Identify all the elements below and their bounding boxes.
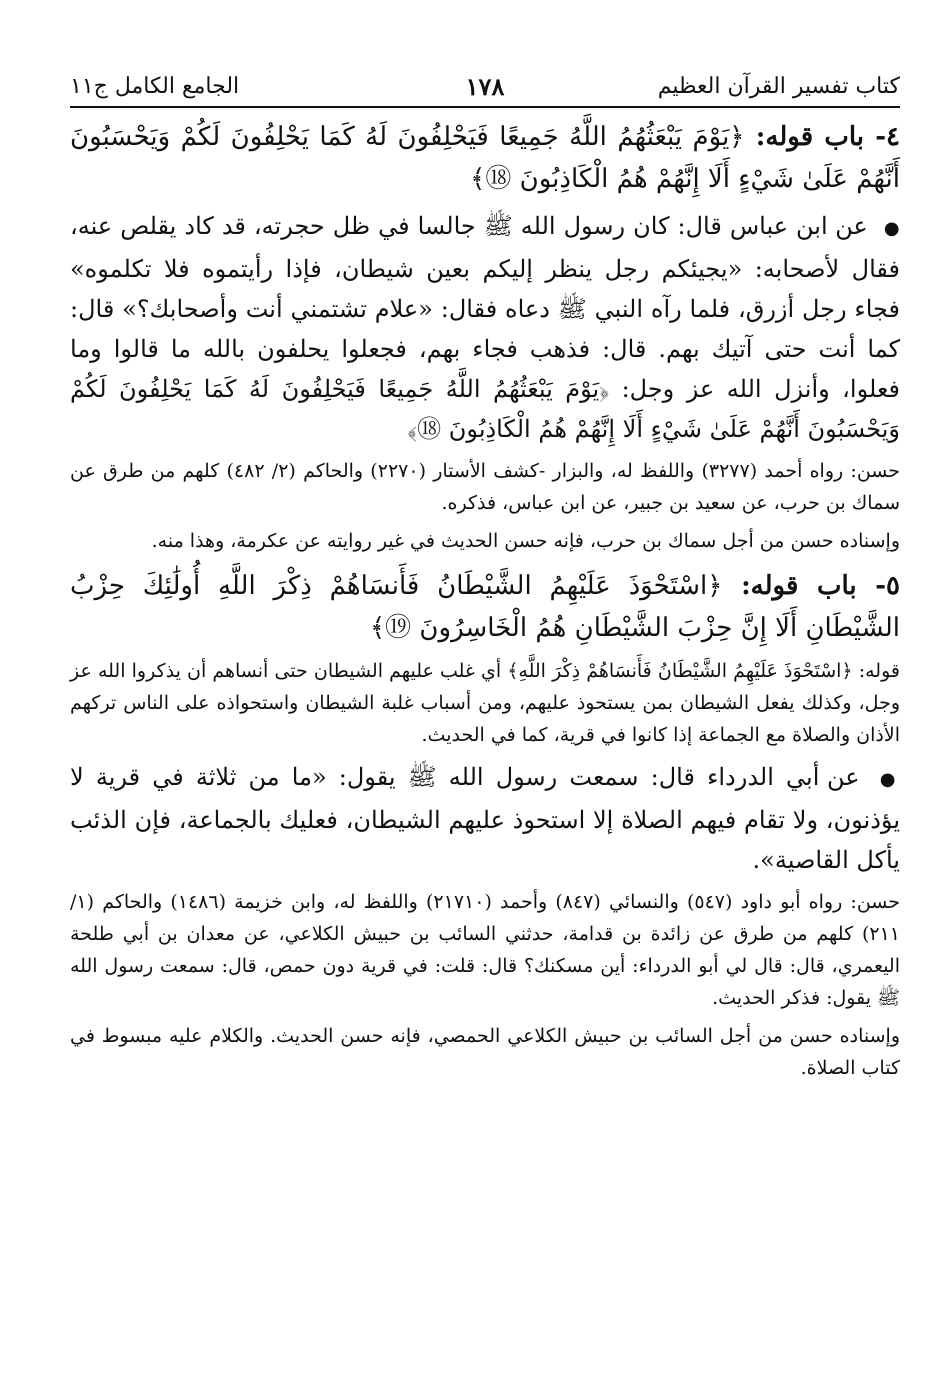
section-4-title: ٤- باب قوله: <box>755 122 900 152</box>
hadith-2-text: عن أبي الدرداء قال: سمعت رسول الله ﷺ يقول: «ما من ثلاثة في قرية لا يؤذنون، ولا تقام فيهم الصلاة إلا استحوذ عليهم الشيطان، فعليك بالجماعة، فإن الذئب يأكل القاصية». <box>70 763 900 874</box>
hadith-2-takhrij: حسن: رواه أبو داود (٥٤٧) والنسائي (٨٤٧) وأحمد (٢١٧١٠) واللفظ له، وابن خزيمة (١٤٨٦) والحاكم (١/ ٢١١) كلهم من طرق عن زائدة بن قدامة، حدثني السائب بن حبيش الكلاعي، عن معدان بن أبي طلحة اليعمري، قال: قال لي أبو الدرداء: أين مسكنك؟ قال: قلت: في قرية دون حمص، قال: سمعت رسول الله ﷺ يقول: فذكر الحديث. <box>70 891 900 1009</box>
section-5-verse: ﴿اسْتَحْوَذَ عَلَيْهِمُ الشَّيْطَانُ فَأَنسَاهُمْ ذِكْرَ اللَّهِ أُولَٰئِكَ حِزْبُ الشَّيْطَانِ أَلَا إِنَّ حِزْبَ الشَّيْطَانِ هُمُ الْخَاسِرُونَ ⑲﴾ <box>70 571 900 643</box>
hadith-1-takhrij: حسن: رواه أحمد (٣٢٧٧) واللفظ له، والبزار -كشف الأستار (٢٢٧٠) والحاكم (٢/ ٤٨٢) كلهم من طرق عن سماك بن حرب، عن سعيد بن جبير، عن ابن عباس، فذكره. <box>70 460 900 514</box>
hadith-2-isnad: وإسناده حسن من أجل السائب بن حبيش الكلاعي الحمصي، فإنه حسن الحديث. والكلام عليه مبسوط في كتاب الصلاة. <box>70 1025 900 1079</box>
bullet-icon: ● <box>879 769 900 790</box>
hadith-1-isnad: وإسناده حسن من أجل سماك بن حرب، فإنه حسن الحديث في غير روايته عن عكرمة، وهذا منه. <box>151 530 900 552</box>
hadith-1-text: عن ابن عباس قال: كان رسول الله ﷺ جالسا في ظل حجرته، قد كاد يقلص عنه، فقال لأصحابه: «يجيئكم رجل ينظر إليكم بعين شيطان، فإذا رأيتموه فلا تكلموه» فجاء رجل أزرق، فلما رآه النبي ﷺ دعاه فقال: «علام تشتمني أنت وأصحابك؟» قال: كما أنت حتى آتيك بهم. قال: فذهب فجاء بهم، فجعلوا يحلفون بالله ما قالوا وما فعلوا، وأنزل الله عز وجل: ﴿يَوْمَ يَبْعَثُهُمُ اللَّهُ جَمِيعًا فَيَحْلِفُونَ لَهُ كَمَا يَحْلِفُونَ لَكُمْ وَيَحْسَبُونَ أَنَّهُمْ عَلَىٰ شَيْءٍ أَلَا إِنَّهُمْ هُمُ الْكَاذِبُونَ ⑱﴾ <box>70 212 900 443</box>
section-4-verse: ﴿يَوْمَ يَبْعَثُهُمُ اللَّهُ جَمِيعًا فَيَحْلِفُونَ لَهُ كَمَا يَحْلِفُونَ لَكُمْ وَيَحْسَبُونَ أَنَّهُمْ عَلَىٰ شَيْءٍ أَلَا إِنَّهُمْ هُمُ الْكَاذِبُونَ ⑱﴾ <box>70 122 900 194</box>
page <box>70 70 900 1084</box>
section-5-title: ٥- باب قوله: <box>741 571 900 601</box>
section-5-heading <box>70 565 900 649</box>
section-4-heading <box>70 116 900 200</box>
page-header <box>70 70 900 108</box>
hadith-1 <box>70 206 900 449</box>
page-number: ١٧٨ <box>465 72 505 101</box>
commentary: قوله: ﴿اسْتَحْوَذَ عَلَيْهِمُ الشَّيْطَانُ فَأَنسَاهُمْ ذِكْرَ اللَّهِ﴾ أي غلب عليهم الشيطان حتى أنساهم أن يذكروا الله عز وجل، وكذلك يفعل الشيطان بمن يستحوذ عليهم، ومن أسباب غلبة الشيطان واستحواذه على الناس تركهم الأذان والصلاة مع الجماعة إذا كانوا في قرية، كما في الحديث. <box>70 660 900 746</box>
volume-label: الجامع الكامل ج١١ <box>70 74 240 99</box>
hadith-2 <box>70 757 900 880</box>
bullet-icon: ● <box>883 218 900 239</box>
book-title: كتاب تفسير القرآن العظيم <box>657 74 900 99</box>
